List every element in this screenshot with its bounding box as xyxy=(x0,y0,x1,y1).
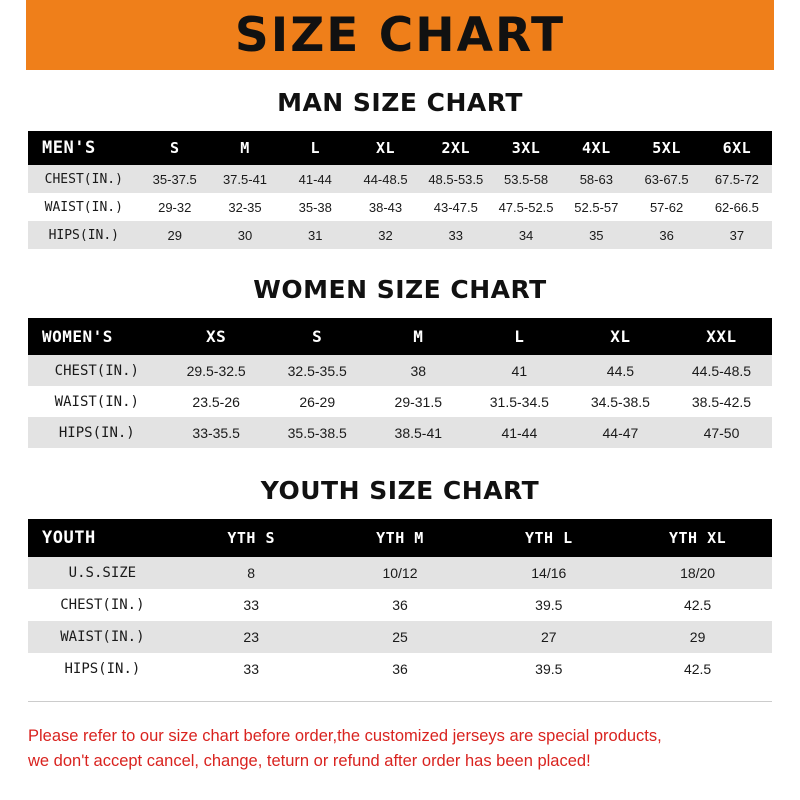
cell: 32 xyxy=(350,221,420,249)
man-header-l: L xyxy=(280,131,350,165)
man-header-m: M xyxy=(210,131,280,165)
youth-header-s: YTH S xyxy=(177,519,326,557)
youth-header-m: YTH M xyxy=(326,519,475,557)
women-header-m: M xyxy=(368,318,469,355)
youth-header-xl: YTH XL xyxy=(623,519,772,557)
cell: 25 xyxy=(326,621,475,653)
cell: 52.5-57 xyxy=(561,193,631,221)
cell: 36 xyxy=(326,653,475,685)
footer-divider xyxy=(28,701,772,702)
cell: 38.5-41 xyxy=(368,417,469,448)
footer-note xyxy=(0,724,800,774)
women-section-title: WOMEN SIZE CHART xyxy=(253,275,547,304)
cell: 33 xyxy=(177,589,326,621)
cell: 35 xyxy=(561,221,631,249)
cell: 35-37.5 xyxy=(140,165,210,193)
row-label: HIPS(IN.) xyxy=(28,653,177,685)
cell: 33-35.5 xyxy=(166,417,267,448)
cell: 43-47.5 xyxy=(421,193,491,221)
cell: 37 xyxy=(702,221,772,249)
cell: 48.5-53.5 xyxy=(421,165,491,193)
cell: 58-63 xyxy=(561,165,631,193)
cell: 62-66.5 xyxy=(702,193,772,221)
cell: 39.5 xyxy=(474,589,623,621)
cell: 18/20 xyxy=(623,557,772,589)
table-row xyxy=(28,589,772,621)
cell: 38.5-42.5 xyxy=(671,386,772,417)
man-header-6xl: 6XL xyxy=(702,131,772,165)
youth-section-title: YOUTH SIZE CHART xyxy=(260,476,540,505)
cell: 53.5-58 xyxy=(491,165,561,193)
cell: 27 xyxy=(474,621,623,653)
table-row xyxy=(28,653,772,685)
women-header-l: L xyxy=(469,318,570,355)
cell: 31 xyxy=(280,221,350,249)
cell: 47.5-52.5 xyxy=(491,193,561,221)
cell: 29-32 xyxy=(140,193,210,221)
table-header-row xyxy=(28,519,772,557)
footer-note-line-1: Please refer to our size chart before order,the customized jerseys are special products, xyxy=(28,727,662,745)
cell: 42.5 xyxy=(623,653,772,685)
cell: 36 xyxy=(326,589,475,621)
man-section-title: MAN SIZE CHART xyxy=(277,88,523,117)
man-header-xl: XL xyxy=(350,131,420,165)
cell: 44-47 xyxy=(570,417,671,448)
table-row xyxy=(28,417,772,448)
table-row xyxy=(28,386,772,417)
man-header-2xl: 2XL xyxy=(421,131,491,165)
cell: 33 xyxy=(177,653,326,685)
cell: 14/16 xyxy=(474,557,623,589)
cell: 23 xyxy=(177,621,326,653)
row-label: HIPS(IN.) xyxy=(28,221,140,249)
row-label: CHEST(IN.) xyxy=(28,589,177,621)
women-header-xl: XL xyxy=(570,318,671,355)
table-header-row xyxy=(28,131,772,165)
cell: 63-67.5 xyxy=(631,165,701,193)
man-header-3xl: 3XL xyxy=(491,131,561,165)
table-row xyxy=(28,355,772,386)
cell: 57-62 xyxy=(631,193,701,221)
women-header-label: WOMEN'S xyxy=(28,318,166,355)
man-header-5xl: 5XL xyxy=(631,131,701,165)
banner-left-spacer xyxy=(0,0,26,70)
row-label: WAIST(IN.) xyxy=(28,621,177,653)
cell: 38-43 xyxy=(350,193,420,221)
table-row xyxy=(28,621,772,653)
cell: 26-29 xyxy=(267,386,368,417)
man-table-body xyxy=(28,165,772,249)
cell: 23.5-26 xyxy=(166,386,267,417)
cell: 32.5-35.5 xyxy=(267,355,368,386)
row-label: CHEST(IN.) xyxy=(28,165,140,193)
banner-right-spacer xyxy=(774,0,800,70)
women-header-xs: XS xyxy=(166,318,267,355)
row-label: U.S.SIZE xyxy=(28,557,177,589)
cell: 32-35 xyxy=(210,193,280,221)
header-banner xyxy=(0,0,800,70)
cell: 30 xyxy=(210,221,280,249)
cell: 44.5-48.5 xyxy=(671,355,772,386)
cell: 29.5-32.5 xyxy=(166,355,267,386)
table-header-row xyxy=(28,318,772,355)
cell: 41-44 xyxy=(469,417,570,448)
table-row xyxy=(28,165,772,193)
women-table-header xyxy=(28,318,772,355)
cell: 38 xyxy=(368,355,469,386)
cell: 42.5 xyxy=(623,589,772,621)
cell: 44-48.5 xyxy=(350,165,420,193)
youth-header-label: YOUTH xyxy=(28,519,177,557)
cell: 41-44 xyxy=(280,165,350,193)
cell: 29 xyxy=(140,221,210,249)
table-row xyxy=(28,557,772,589)
cell: 33 xyxy=(421,221,491,249)
youth-header-l: YTH L xyxy=(474,519,623,557)
cell: 41 xyxy=(469,355,570,386)
cell: 67.5-72 xyxy=(702,165,772,193)
cell: 36 xyxy=(631,221,701,249)
youth-size-table xyxy=(28,519,772,685)
cell: 47-50 xyxy=(671,417,772,448)
women-header-s: S xyxy=(267,318,368,355)
cell: 35.5-38.5 xyxy=(267,417,368,448)
row-label: HIPS(IN.) xyxy=(28,417,166,448)
cell: 34 xyxy=(491,221,561,249)
table-row xyxy=(28,221,772,249)
man-size-table xyxy=(28,131,772,249)
man-header-label: MEN'S xyxy=(28,131,140,165)
women-size-table xyxy=(28,318,772,448)
row-label: CHEST(IN.) xyxy=(28,355,166,386)
cell: 10/12 xyxy=(326,557,475,589)
page-title: SIZE CHART xyxy=(234,7,566,63)
cell: 35-38 xyxy=(280,193,350,221)
women-header-xxl: XXL xyxy=(671,318,772,355)
man-table-header xyxy=(28,131,772,165)
youth-table-body xyxy=(28,557,772,685)
cell: 31.5-34.5 xyxy=(469,386,570,417)
man-header-s: S xyxy=(140,131,210,165)
cell: 44.5 xyxy=(570,355,671,386)
row-label: WAIST(IN.) xyxy=(28,193,140,221)
man-header-4xl: 4XL xyxy=(561,131,631,165)
cell: 39.5 xyxy=(474,653,623,685)
cell: 8 xyxy=(177,557,326,589)
chart-content xyxy=(0,88,800,685)
cell: 29 xyxy=(623,621,772,653)
youth-table-header xyxy=(28,519,772,557)
cell: 37.5-41 xyxy=(210,165,280,193)
cell: 34.5-38.5 xyxy=(570,386,671,417)
cell: 29-31.5 xyxy=(368,386,469,417)
footer-note-line-2: we don't accept cancel, change, teturn or refund after order has been placed! xyxy=(28,751,591,770)
row-label: WAIST(IN.) xyxy=(28,386,166,417)
women-table-body xyxy=(28,355,772,448)
table-row xyxy=(28,193,772,221)
